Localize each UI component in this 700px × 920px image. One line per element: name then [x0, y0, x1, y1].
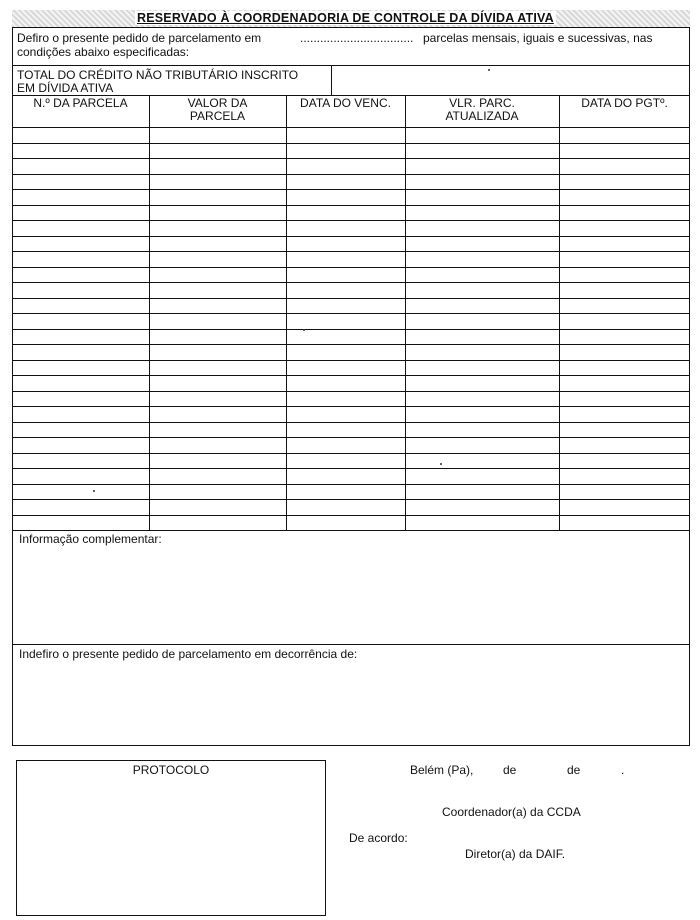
- table-cell[interactable]: [150, 438, 285, 452]
- table-cell[interactable]: [287, 268, 404, 282]
- header-data-venc-line1: DATA DO VENC.: [300, 96, 391, 110]
- table-cell[interactable]: [406, 283, 558, 297]
- table-cell[interactable]: [13, 283, 148, 297]
- table-cell[interactable]: [150, 361, 285, 375]
- table-cell[interactable]: [150, 454, 285, 468]
- table-cell[interactable]: [287, 407, 404, 421]
- header-valor-parcela-line2: PARCELA: [189, 109, 246, 123]
- table-cell[interactable]: [406, 314, 558, 328]
- table-cell[interactable]: [287, 314, 404, 328]
- table-cell[interactable]: [150, 159, 285, 173]
- header-vlr-parc-line1: VLR. PARC.: [449, 96, 515, 110]
- header-data-pgto-line1: DATA DO PGTº.: [581, 96, 668, 110]
- table-cell[interactable]: [560, 485, 689, 499]
- total-credito-value[interactable]: [340, 74, 680, 88]
- table-cell[interactable]: [287, 423, 404, 437]
- table-cell[interactable]: [287, 144, 404, 158]
- scan-speck: [488, 69, 490, 71]
- table-cell[interactable]: [560, 128, 689, 142]
- header-vlr-parc-line2: ATUALIZADA: [445, 109, 519, 123]
- table-cell[interactable]: [287, 237, 404, 251]
- table-cell[interactable]: [560, 500, 689, 514]
- table-cell[interactable]: [406, 159, 558, 173]
- table-cell[interactable]: [560, 361, 689, 375]
- table-cell[interactable]: [150, 485, 285, 499]
- table-cell[interactable]: [406, 438, 558, 452]
- header-data-venc: [286, 97, 405, 110]
- table-cell[interactable]: [287, 190, 404, 204]
- table-cell[interactable]: [13, 299, 148, 313]
- table-cell[interactable]: [13, 190, 148, 204]
- table-cell[interactable]: [13, 314, 148, 328]
- table-cell[interactable]: [560, 144, 689, 158]
- table-cell[interactable]: [406, 345, 558, 359]
- protocolo-box: [16, 760, 326, 916]
- header-valor-parcela-line1: VALOR DA: [187, 96, 248, 110]
- table-cell[interactable]: [560, 299, 689, 313]
- table-cell[interactable]: [287, 392, 404, 406]
- table-cell[interactable]: [406, 206, 558, 220]
- table-cell[interactable]: [287, 454, 404, 468]
- table-cell[interactable]: [287, 283, 404, 297]
- table-cell[interactable]: [406, 252, 558, 266]
- table-cell[interactable]: [150, 516, 285, 530]
- table-cell[interactable]: [13, 485, 148, 499]
- table-cell[interactable]: [560, 283, 689, 297]
- table-cell[interactable]: [13, 438, 148, 452]
- table-cell[interactable]: [13, 206, 148, 220]
- table-cell[interactable]: [287, 485, 404, 499]
- table-cell[interactable]: [406, 299, 558, 313]
- table-cell[interactable]: [150, 423, 285, 437]
- table-cell[interactable]: [150, 299, 285, 313]
- info-complementar-label: Informação complementar:: [19, 532, 162, 546]
- table-cell[interactable]: [560, 454, 689, 468]
- info-complementar-area[interactable]: [13, 548, 689, 643]
- table-cell[interactable]: [560, 190, 689, 204]
- header-data-pgto: [559, 97, 690, 110]
- header-numero-parcela: [12, 97, 149, 110]
- header-valor-parcela: [149, 97, 286, 123]
- table-cell[interactable]: [406, 407, 558, 421]
- table-cell[interactable]: [406, 190, 558, 204]
- defiro-line1-left: Defiro o presente pedido de parcelamento em: [17, 31, 262, 45]
- table-cell[interactable]: [13, 361, 148, 375]
- de-acordo-label: De acordo:: [349, 831, 408, 845]
- table-cell[interactable]: [150, 144, 285, 158]
- table-cell[interactable]: [560, 423, 689, 437]
- defiro-line1-right: parcelas mensais, iguais e sucessivas, nas: [423, 31, 653, 45]
- total-credito-label-2: EM DÍVIDA ATIVA: [17, 81, 114, 95]
- table-cell[interactable]: [560, 237, 689, 251]
- table-cell[interactable]: [406, 268, 558, 282]
- table-cell[interactable]: [560, 376, 689, 390]
- table-cell[interactable]: [406, 500, 558, 514]
- table-cell[interactable]: [150, 314, 285, 328]
- table-cell[interactable]: [13, 345, 148, 359]
- table-cell[interactable]: [406, 485, 558, 499]
- belem-city: Belém (Pa),: [410, 763, 474, 777]
- table-cell[interactable]: [406, 221, 558, 235]
- scan-speck: [440, 463, 442, 465]
- table-cell[interactable]: [287, 500, 404, 514]
- table-cell[interactable]: [406, 144, 558, 158]
- table-cell[interactable]: [560, 330, 689, 344]
- coordenador-signature-label: Coordenador(a) da CCDA: [442, 805, 581, 819]
- divider-info-top: [12, 530, 690, 531]
- table-cell[interactable]: [150, 175, 285, 189]
- defiro-dots: ..................................: [300, 31, 414, 45]
- table-cell[interactable]: [13, 268, 148, 282]
- table-cell[interactable]: [406, 330, 558, 344]
- table-cell[interactable]: [406, 392, 558, 406]
- table-cell[interactable]: [13, 376, 148, 390]
- table-cell[interactable]: [560, 314, 689, 328]
- table-cell[interactable]: [287, 206, 404, 220]
- diretor-signature-label: Diretor(a) da DAIF.: [465, 847, 566, 861]
- scan-speck: [93, 490, 95, 492]
- table-cell[interactable]: [287, 159, 404, 173]
- table-cell[interactable]: [13, 407, 148, 421]
- table-cell[interactable]: [406, 469, 558, 483]
- table-cell[interactable]: [560, 516, 689, 530]
- table-cell[interactable]: [560, 407, 689, 421]
- table-cell[interactable]: [150, 500, 285, 514]
- table-cell[interactable]: [287, 516, 404, 530]
- table-cell[interactable]: [150, 128, 285, 142]
- table-cell[interactable]: [150, 376, 285, 390]
- protocolo-label: PROTOCOLO: [132, 763, 210, 777]
- table-cell[interactable]: [150, 190, 285, 204]
- table-cell[interactable]: [150, 283, 285, 297]
- table-cell[interactable]: [287, 299, 404, 313]
- table-cell[interactable]: [287, 252, 404, 266]
- table-cell[interactable]: [13, 469, 148, 483]
- table-cell[interactable]: [406, 237, 558, 251]
- total-credito-label-1: TOTAL DO CRÉDITO NÃO TRIBUTÁRIO INSCRITO: [17, 68, 299, 82]
- table-cell[interactable]: [150, 268, 285, 282]
- table-cell[interactable]: [287, 175, 404, 189]
- table-cell[interactable]: [150, 345, 285, 359]
- header-numero-parcela-line1: N.º DA PARCELA: [33, 96, 128, 110]
- divider-total-top: [12, 65, 690, 66]
- table-cell[interactable]: [287, 361, 404, 375]
- table-cell[interactable]: [13, 423, 148, 437]
- table-cell[interactable]: [150, 252, 285, 266]
- table-cell[interactable]: [13, 392, 148, 406]
- table-cell[interactable]: [287, 345, 404, 359]
- table-cell[interactable]: [13, 144, 148, 158]
- table-cell[interactable]: [13, 516, 148, 530]
- table-cell[interactable]: [406, 454, 558, 468]
- belem-de-2: de: [567, 763, 581, 777]
- table-cell[interactable]: [560, 252, 689, 266]
- table-cell[interactable]: [287, 438, 404, 452]
- table-cell[interactable]: [13, 221, 148, 235]
- table-cell[interactable]: [13, 237, 148, 251]
- table-cell[interactable]: [13, 500, 148, 514]
- table-cell[interactable]: [13, 159, 148, 173]
- indefiro-area[interactable]: [13, 663, 689, 743]
- header-vlr-parc-atualizada: [405, 97, 559, 123]
- table-cell[interactable]: [287, 330, 404, 344]
- table-cell[interactable]: [560, 469, 689, 483]
- table-cell[interactable]: [560, 392, 689, 406]
- table-cell[interactable]: [560, 438, 689, 452]
- table-cell[interactable]: [560, 206, 689, 220]
- divider-indefiro-top: [12, 644, 690, 645]
- table-cell[interactable]: [560, 159, 689, 173]
- table-cell[interactable]: [13, 252, 148, 266]
- table-cell[interactable]: [560, 221, 689, 235]
- table-cell[interactable]: [287, 469, 404, 483]
- table-cell[interactable]: [13, 128, 148, 142]
- table-cell[interactable]: [13, 330, 148, 344]
- table-cell[interactable]: [13, 454, 148, 468]
- table-cell[interactable]: [287, 221, 404, 235]
- table-cell[interactable]: [406, 516, 558, 530]
- table-cell[interactable]: [13, 175, 148, 189]
- defiro-line2: condições abaixo especificadas:: [17, 45, 190, 59]
- table-cell[interactable]: [406, 423, 558, 437]
- table-cell[interactable]: [406, 376, 558, 390]
- table-cell[interactable]: [406, 175, 558, 189]
- indefiro-label: Indefiro o presente pedido de parcelamento em decorrência de:: [19, 647, 358, 661]
- table-cell[interactable]: [150, 469, 285, 483]
- table-cell[interactable]: [406, 361, 558, 375]
- table-cell[interactable]: [560, 175, 689, 189]
- table-cell[interactable]: [560, 268, 689, 282]
- scan-speck: [303, 329, 305, 331]
- table-cell[interactable]: [150, 392, 285, 406]
- table-cell[interactable]: [287, 376, 404, 390]
- table-cell[interactable]: [150, 407, 285, 421]
- table-cell[interactable]: [150, 206, 285, 220]
- table-cell[interactable]: [287, 128, 404, 142]
- table-cell[interactable]: [406, 128, 558, 142]
- section-title: RESERVADO À COORDENADORIA DE CONTROLE DA DÍVIDA ATIVA: [137, 11, 554, 25]
- table-cell[interactable]: [560, 345, 689, 359]
- table-cell[interactable]: [150, 330, 285, 344]
- total-credito-divider: [331, 65, 332, 95]
- belem-de-1: de: [503, 763, 517, 777]
- table-cell[interactable]: [150, 237, 285, 251]
- belem-end: .: [621, 763, 625, 777]
- table-cell[interactable]: [150, 221, 285, 235]
